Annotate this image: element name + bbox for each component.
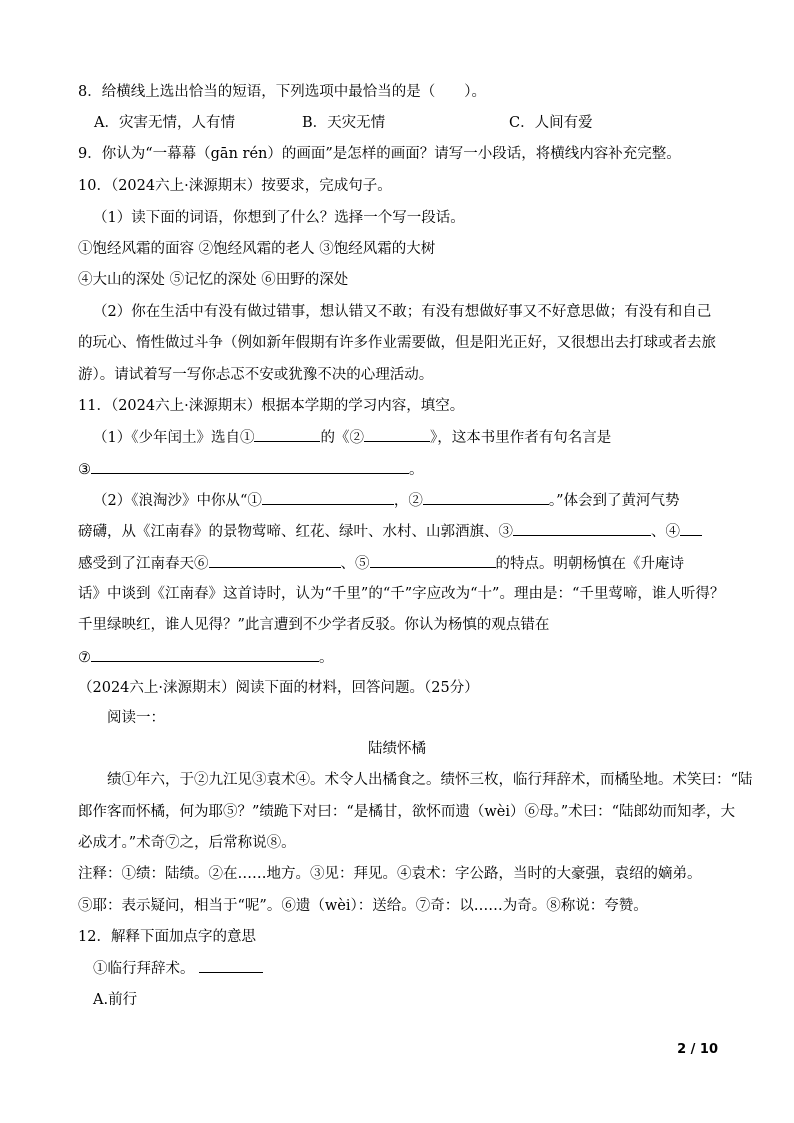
q11-part2-text-c: 。”体会到了黄河气势 bbox=[548, 493, 680, 509]
q11-part2-line3-text-b: 、⑤ bbox=[340, 556, 370, 572]
q12-stem: 12．解释下面加点字的意思 bbox=[78, 929, 256, 945]
q12-blank-1[interactable] bbox=[199, 958, 263, 973]
q10-part2-line2: 的玩心、惰性做过斗争（例如新年假期有许多作业需要做，但是阳光正好，又很想出去打球或者去旅 bbox=[78, 335, 716, 351]
q11-blank-2[interactable] bbox=[364, 427, 430, 442]
q11-blank-4[interactable] bbox=[262, 490, 394, 505]
q11-period: 。 bbox=[409, 462, 424, 478]
q8-option-b: B．天灾无情 bbox=[302, 115, 386, 131]
q11-part1-text-a: （1）《少年闰土》选自① bbox=[93, 430, 255, 446]
q12-item1-text: ①临行拜辞术。 bbox=[93, 961, 195, 977]
q11-part2-text-a: （2）《浪淘沙》中你从“① bbox=[93, 493, 262, 509]
q10-part2-line1: （2）你在生活中有没有做过错事，想认错又不敢；有没有想做好事又不好意思做；有没有和自己 bbox=[93, 304, 712, 320]
q9-stem: 9．你认为“一幕幕（gān rén）的画面”是怎样的画面？请写一小段话，将横线内容补充完整。 bbox=[78, 146, 681, 162]
q10-stem: 10．（2024六上·涞源期末）按要求，完成句子。 bbox=[78, 178, 392, 194]
q11-part2-line4: 话》中谈到《江南春》这首诗时，认为“千里”的“千”字应改为“十”。理由是：“千里莺啼，谁人听得？ bbox=[78, 586, 725, 602]
reading-body-line2: 郎作客而怀橘，何为耶⑤？”绩跪下对曰：“是橘甘，欲怀而遗（wèi）⑥母。”术曰：“陆郎幼而知孝，大 bbox=[78, 804, 736, 820]
q11-blank-9[interactable] bbox=[370, 553, 496, 568]
q10-part2-line3: 游）。请试着写一写你忐忑不安或犹豫不决的心理活动。 bbox=[78, 367, 434, 383]
q11-blank-3[interactable] bbox=[91, 459, 409, 474]
reading-notes-line1: 注释：①绩：陆绩。②在……地方。③见：拜见。④袁术：字公路，当时的大豪强，袁绍的嫡弟。 bbox=[78, 866, 702, 882]
q11-blank-10[interactable] bbox=[91, 647, 319, 662]
q11-blank-6[interactable] bbox=[513, 521, 651, 536]
q8-option-a: A．灾害无情，人有情 bbox=[94, 115, 235, 131]
q10-words-row1: ①饱经风霜的面容 ②饱经风霜的老人 ③饱经风霜的大树 bbox=[78, 241, 436, 257]
q10-words-row2: ④大山的深处 ⑤记忆的深处 ⑥田野的深处 bbox=[78, 272, 349, 288]
q11-part2-line1 bbox=[93, 490, 680, 511]
q11-circle-7: ⑦ bbox=[78, 650, 91, 666]
q11-part2-line3-text-a: 感受到了江南春天⑥ bbox=[78, 556, 209, 572]
q11-circle-3: ③ bbox=[78, 462, 91, 478]
q11-blank-7[interactable] bbox=[680, 521, 702, 536]
q11-part2-line2-text-b: 、④ bbox=[651, 524, 680, 540]
q8-stem: 8．给横线上选出恰当的短语，下列选项中最恰当的是（ ）。 bbox=[78, 84, 486, 100]
q11-blank-5[interactable] bbox=[423, 490, 549, 505]
q11-part1-line1 bbox=[93, 427, 611, 448]
reading-body-line3: 必成才。”术奇⑦之，后常称说⑧。 bbox=[78, 835, 296, 851]
q11-blank-1[interactable] bbox=[254, 427, 320, 442]
reading-label: 阅读一： bbox=[107, 710, 165, 726]
q11-part1-text-c: 》，这本书里作者有句名言是 bbox=[429, 430, 612, 446]
q11-part2-line2 bbox=[78, 521, 702, 542]
page-number: 2 / 10 bbox=[677, 1042, 718, 1057]
q11-stem: 11．（2024六上·涞源期末）根据本学期的学习内容，填空。 bbox=[78, 398, 465, 414]
q11-blank-8[interactable] bbox=[209, 553, 341, 568]
q10-part1: （1）读下面的词语，你想到了什么？选择一个写一段话。 bbox=[93, 210, 465, 226]
reading-title: 陆绩怀橘 bbox=[368, 741, 426, 757]
q12-option-a: A.前行 bbox=[93, 992, 138, 1008]
q11-part1-line2 bbox=[78, 459, 424, 480]
reading-intro: （2024六上·涞源期末）阅读下面的材料，回答问题。（25分） bbox=[78, 680, 479, 696]
q11-part2-line5: 千里绿映红，谁人见得？”此言遭到不少学者反驳。你认为杨慎的观点错在 bbox=[78, 617, 550, 633]
q11-part2-text-b: ，② bbox=[393, 493, 423, 509]
q11-period-2: 。 bbox=[319, 650, 334, 666]
q11-part1-text-b: 的《② bbox=[320, 430, 364, 446]
reading-notes-line2: ⑤耶：表示疑问，相当于“呢”。⑥遗（wèi）：送给。⑦奇：以……为奇。⑧称说：夸赞。 bbox=[78, 898, 648, 914]
q11-part2-line6 bbox=[78, 647, 334, 668]
q12-item1 bbox=[93, 958, 263, 979]
q8-option-c: C．人间有爱 bbox=[509, 115, 593, 131]
q11-part2-line3-text-c: 的特点。明朝杨慎在《升庵诗 bbox=[495, 556, 684, 572]
q11-part2-line3 bbox=[78, 553, 684, 574]
reading-body-line1: 绩①年六，于②九江见③袁术④。术令人出橘食之。绩怀三枚，临行拜辞术，而橘坠地。术笑曰：“陆 bbox=[107, 772, 753, 788]
q11-part2-line2-text-a: 磅礴，从《江南春》的景物莺啼、红花、绿叶、水村、山郭酒旗、③ bbox=[78, 524, 513, 540]
